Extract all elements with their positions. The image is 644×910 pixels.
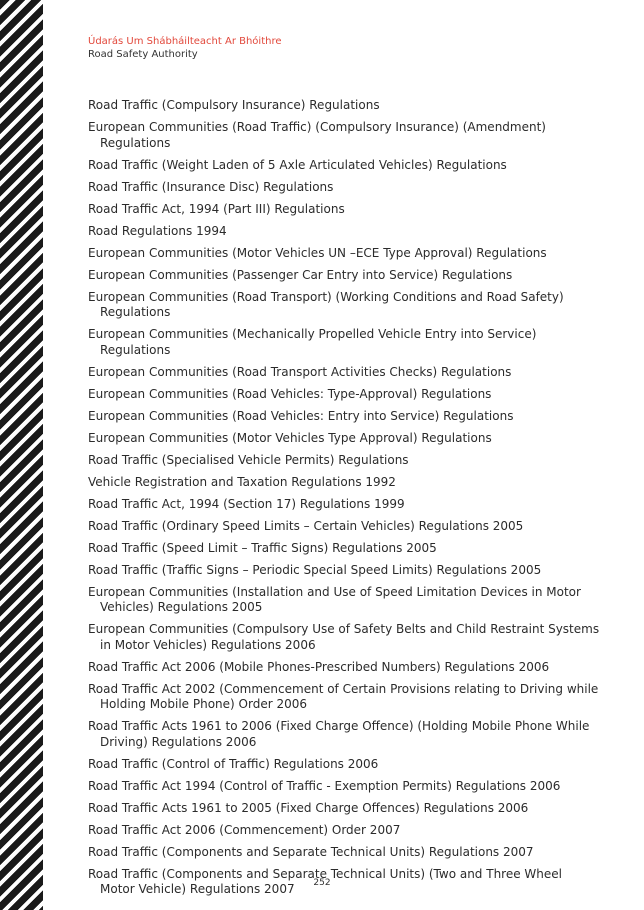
regulation-item: Road Traffic Acts 1961 to 2006 (Fixed Charge Offence) (Holding Mobile Phone While Driving) Regulations 2006 xyxy=(88,719,590,749)
regulation-item: Road Traffic Acts 1961 to 2005 (Fixed Charge Offences) Regulations 2006 xyxy=(88,800,529,815)
regulation-item: European Communities (Road Vehicles: Type-Approval) Regulations xyxy=(88,386,492,401)
regulation-item: Road Traffic (Compulsory Insurance) Regulations xyxy=(88,98,380,112)
regulation-item: European Communities (Road Transport) (Working Conditions and Road Safety) Regulations xyxy=(88,289,564,319)
regulation-item: Road Traffic (Ordinary Speed Limits – Certain Vehicles) Regulations 2005 xyxy=(88,518,524,533)
regulation-item: European Communities (Road Vehicles: Entry into Service) Regulations xyxy=(88,408,514,423)
regulation-item: Road Traffic Act 2002 (Commencement of Certain Provisions relating to Driving while Holding Mobile Phone) Order 2006 xyxy=(88,681,599,711)
regulation-item: European Communities (Installation and Use of Speed Limitation Devices in Motor Vehicles) Regulations 2005 xyxy=(88,584,581,614)
organisation-name-irish: Údarás Um Shábháilteacht Ar Bhóithre xyxy=(88,36,282,47)
regulation-item: European Communities (Compulsory Use of Safety Belts and Child Restraint Systems in Motor Vehicles) Regulations 2006 xyxy=(88,622,600,652)
regulation-item: Vehicle Registration and Taxation Regulations 1992 xyxy=(88,474,396,489)
regulation-item: Road Traffic (Insurance Disc) Regulations xyxy=(88,179,334,194)
regulation-item: Road Traffic (Speed Limit – Traffic Signs) Regulations 2005 xyxy=(88,540,437,555)
decorative-stripe-border xyxy=(0,0,43,910)
regulation-item: Road Traffic Act 1994 (Control of Traffic - Exemption Permits) Regulations 2006 xyxy=(88,778,561,793)
page-header xyxy=(88,35,282,61)
regulation-item: Road Traffic Act 2006 (Commencement) Order 2007 xyxy=(88,822,401,837)
organisation-name-english: Road Safety Authority xyxy=(88,49,198,60)
regulation-item: Road Traffic Act 2006 (Mobile Phones-Prescribed Numbers) Regulations 2006 xyxy=(88,659,550,674)
regulation-item: European Communities (Motor Vehicles Type Approval) Regulations xyxy=(88,430,492,445)
regulation-item: Road Traffic Act, 1994 (Part III) Regulations xyxy=(88,201,345,216)
regulation-item: Road Traffic (Specialised Vehicle Permits) Regulations xyxy=(88,452,409,467)
regulations-list xyxy=(88,98,600,904)
regulation-item: European Communities (Motor Vehicles UN –ECE Type Approval) Regulations xyxy=(88,245,547,260)
regulation-item: European Communities (Road Traffic) (Compulsory Insurance) (Amendment) Regulations xyxy=(88,120,546,150)
regulation-item: Road Traffic (Traffic Signs – Periodic Special Speed Limits) Regulations 2005 xyxy=(88,562,542,577)
page-number: 252 xyxy=(313,878,331,888)
regulation-item: Road Traffic (Components and Separate Technical Units) Regulations 2007 xyxy=(88,844,534,859)
regulation-item: Road Traffic Act, 1994 (Section 17) Regulations 1999 xyxy=(88,496,405,511)
regulation-item: European Communities (Road Transport Activities Checks) Regulations xyxy=(88,364,512,379)
regulation-item: Road Traffic (Weight Laden of 5 Axle Articulated Vehicles) Regulations xyxy=(88,157,507,172)
regulation-item: European Communities (Passenger Car Entry into Service) Regulations xyxy=(88,267,513,282)
regulation-item: Road Traffic (Control of Traffic) Regulations 2006 xyxy=(88,756,379,771)
regulation-item: Road Traffic (Components and Separate Technical Units) (Two and Three Wheel Motor Vehicle) Regulations 2007 xyxy=(88,866,562,896)
regulation-item: Road Regulations 1994 xyxy=(88,223,227,238)
regulation-item: European Communities (Mechanically Propelled Vehicle Entry into Service) Regulations xyxy=(88,327,537,357)
